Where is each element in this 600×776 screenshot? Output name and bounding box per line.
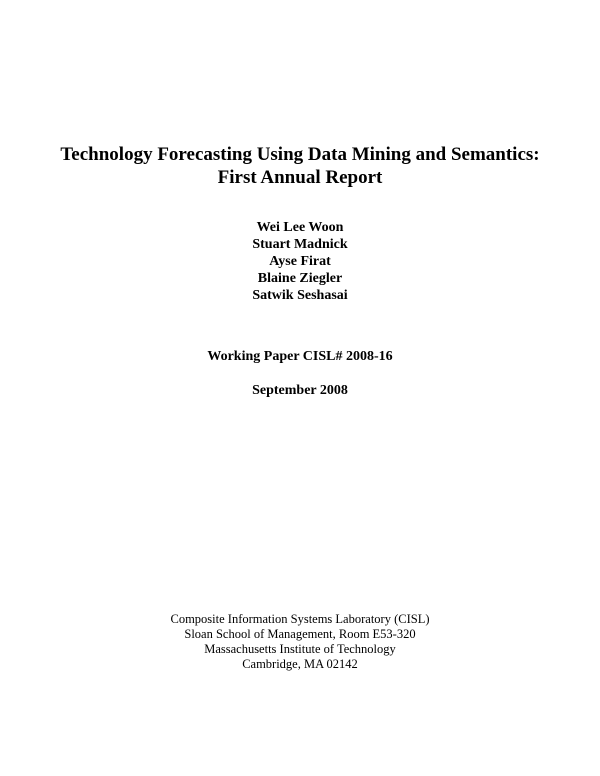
affiliation-line: Sloan School of Management, Room E53-320 xyxy=(184,627,416,641)
author-list xyxy=(0,219,600,304)
publication-date: September 2008 xyxy=(252,383,348,398)
affiliation-line: Cambridge, MA 02142 xyxy=(242,657,358,671)
affiliation-block xyxy=(0,612,600,672)
affiliation-line: Massachusetts Institute of Technology xyxy=(204,642,396,656)
title-line-1: Technology Forecasting Using Data Mining and Semantics: xyxy=(60,144,540,165)
author-name: Stuart Madnick xyxy=(252,237,348,252)
affiliation-line: Composite Information Systems Laboratory (CISL) xyxy=(170,612,430,626)
working-paper-number: Working Paper CISL# 2008-16 xyxy=(207,349,393,364)
document-title xyxy=(0,143,600,189)
author-name: Blaine Ziegler xyxy=(257,271,343,286)
author-name: Satwik Seshasai xyxy=(252,288,348,303)
title-line-2: First Annual Report xyxy=(217,167,383,188)
author-name: Ayse Firat xyxy=(269,254,331,269)
author-name: Wei Lee Woon xyxy=(256,220,344,235)
